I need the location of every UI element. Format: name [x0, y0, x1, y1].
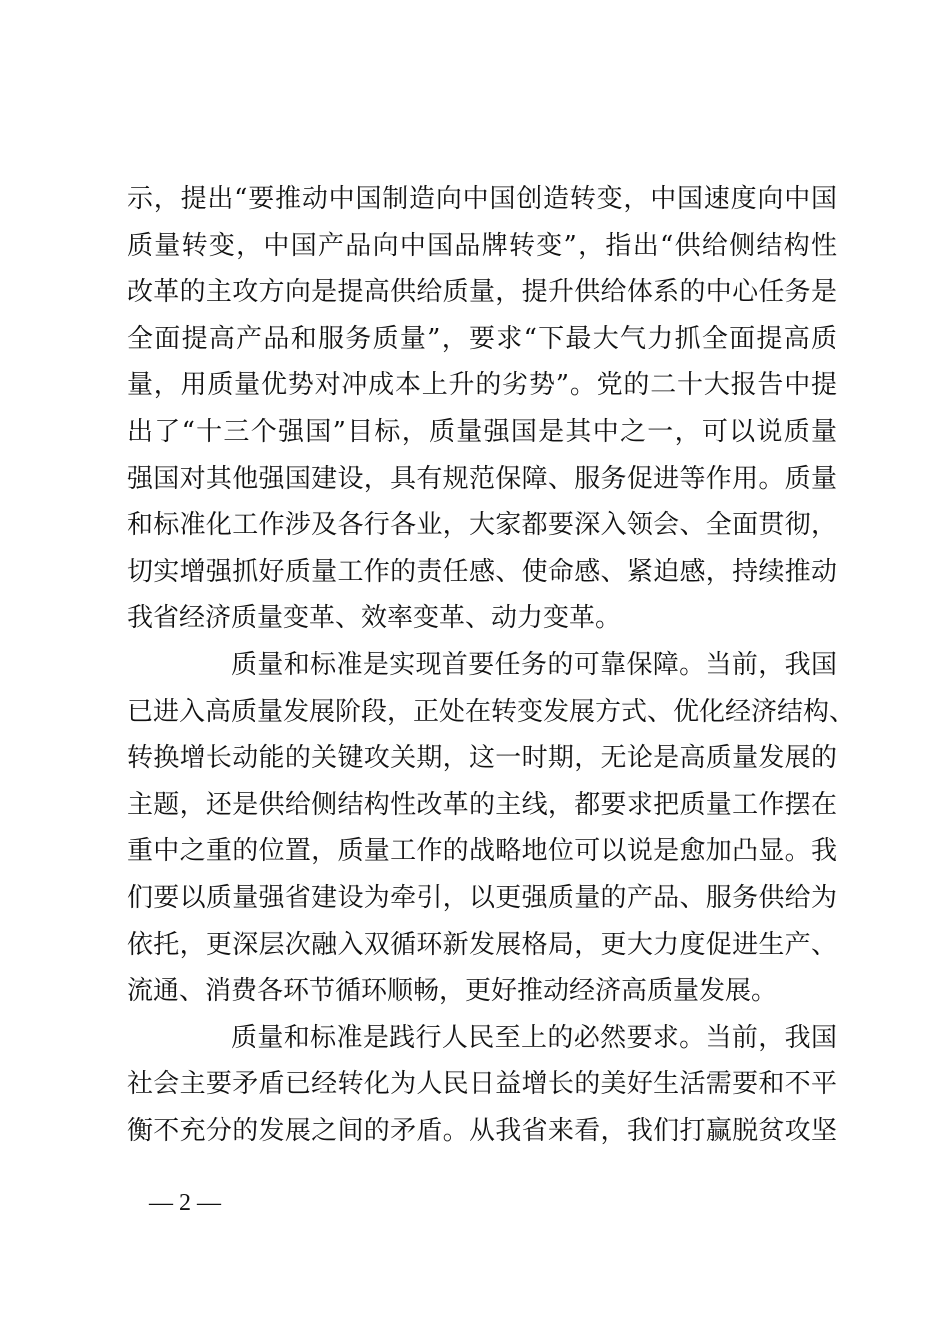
- paragraph-start-line: 质量和标准是实现首要任务的可靠保障。当前，我国: [231, 649, 837, 680]
- text-line: 重中之重的位置，质量工作的战略地位可以说是愈加凸显。我: [127, 836, 837, 867]
- text-line: 强国对其他强国建设，具有规范保障、服务促进等作用。质量: [127, 463, 837, 494]
- text-line: 量，用质量优势对冲成本上升的劣势”。党的二十大报告中提: [127, 370, 837, 401]
- text-line: 依托，更深层次融入双循环新发展格局，更大力度促进生产、: [127, 929, 837, 960]
- text-line: 切实增强抓好质量工作的责任感、使命感、紧迫感，持续推动: [127, 556, 837, 587]
- text-line: 衡不充分的发展之间的矛盾。从我省来看，我们打赢脱贫攻坚: [127, 1115, 837, 1146]
- text-line: 我省经济质量变革、效率变革、动力变革。: [127, 603, 622, 634]
- text-line: 出了“十三个强国”目标，质量强国是其中之一，可以说质量: [127, 416, 837, 447]
- page-number: — 2 —: [149, 1190, 221, 1216]
- text-line: 全面提高产品和服务质量”，要求“下最大气力抓全面提高质: [127, 323, 837, 354]
- text-line: 质量转变，中国产品向中国品牌转变”，指出“供给侧结构性: [127, 230, 837, 261]
- text-line: 转换增长动能的关键攻关期，这一时期，无论是高质量发展的: [127, 743, 837, 774]
- text-line: 改革的主攻方向是提高供给质量，提升供给体系的中心任务是: [127, 277, 837, 308]
- paragraph-start-line: 质量和标准是践行人民至上的必然要求。当前，我国: [231, 1022, 837, 1053]
- text-line: 主题，还是供给侧结构性改革的主线，都要求把质量工作摆在: [127, 789, 837, 820]
- body-text: [127, 176, 856, 1154]
- text-line: 示，提出“要推动中国制造向中国创造转变，中国速度向中国: [127, 184, 837, 214]
- text-line: 流通、消费各环节循环顺畅，更好推动经济高质量发展。: [127, 976, 778, 1007]
- text-line: 和标准化工作涉及各行各业，大家都要深入领会、全面贯彻，: [127, 510, 837, 541]
- text-line: 社会主要矛盾已经转化为人民日益增长的美好生活需要和不平: [127, 1069, 837, 1100]
- text-line: 已进入高质量发展阶段，正处在转变发展方式、优化经济结构、: [127, 696, 856, 727]
- text-line: 们要以质量强省建设为牵引，以更强质量的产品、服务供给为: [127, 882, 837, 913]
